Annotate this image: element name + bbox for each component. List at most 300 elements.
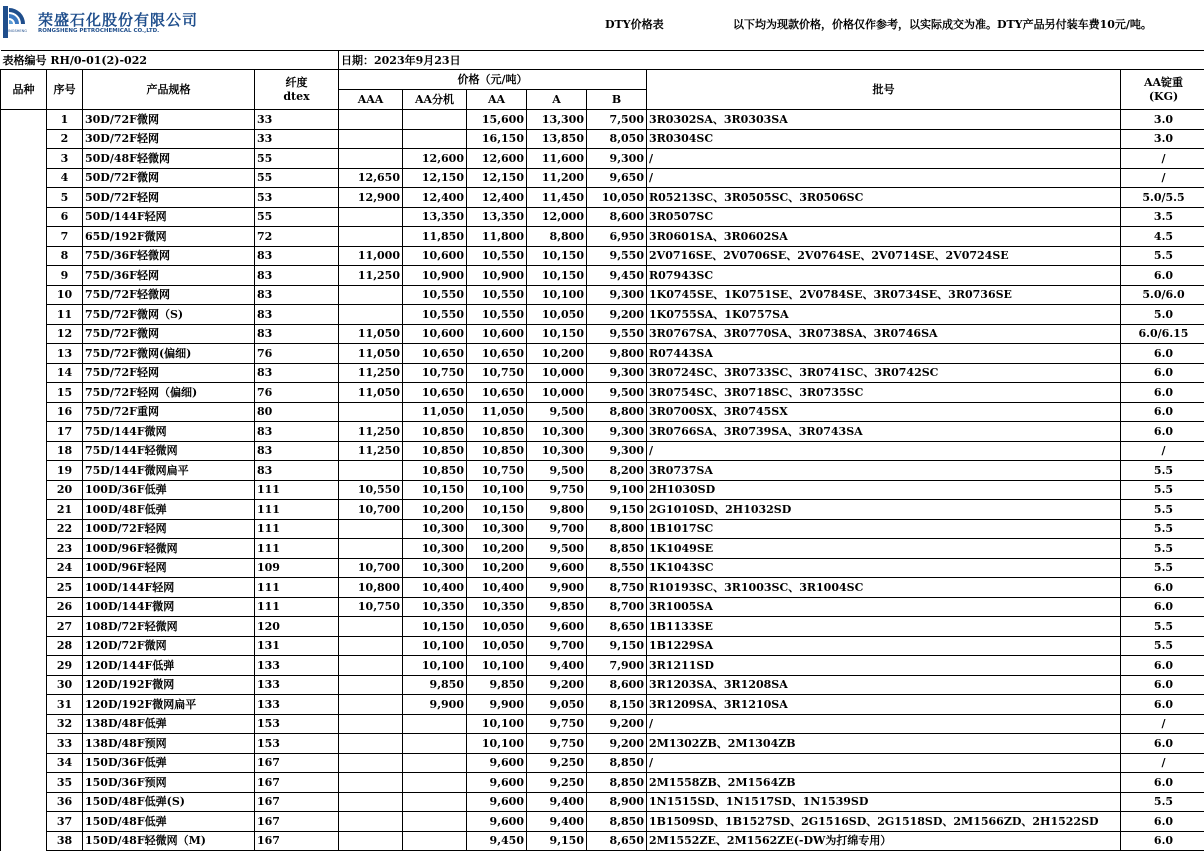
price-aaa-cell	[339, 129, 403, 149]
price-aa-split-cell: 12,400	[403, 188, 467, 208]
batch-cell: /	[647, 168, 1121, 188]
price-a-cell: 13,850	[527, 129, 587, 149]
price-aa-split-cell	[403, 753, 467, 773]
weight-cell: 5.5	[1121, 461, 1204, 481]
price-a-cell: 9,250	[527, 753, 587, 773]
price-aa-split-cell: 10,150	[403, 617, 467, 637]
batch-cell: 3R0507SC	[647, 207, 1121, 227]
price-aa-split-cell	[403, 129, 467, 149]
price-b-cell: 8,700	[587, 597, 647, 617]
weight-cell: 6.0	[1121, 656, 1204, 676]
dtex-cell: 83	[255, 266, 339, 286]
dtex-cell: 167	[255, 753, 339, 773]
company-logo	[0, 4, 199, 38]
table-row	[1, 734, 1204, 754]
col-weight-header	[1121, 70, 1204, 110]
price-aa-split-cell: 11,850	[403, 227, 467, 247]
batch-cell: 1B1133SE	[647, 617, 1121, 637]
weight-cell: 5.5	[1121, 539, 1204, 559]
dtex-cell: 120	[255, 617, 339, 637]
batch-cell: 2M1302ZB、2M1304ZB	[647, 734, 1121, 754]
weight-cell: 5.0/6.0	[1121, 285, 1204, 305]
dtex-cell: 83	[255, 363, 339, 383]
price-aaa-cell	[339, 753, 403, 773]
weight-cell: 5.5	[1121, 617, 1204, 637]
col-spec-header: 产品规格	[83, 70, 255, 110]
batch-cell: 2V0716SE、2V0706SE、2V0764SE、2V0714SE、2V0724SE	[647, 246, 1121, 266]
price-a-cell: 10,000	[527, 383, 587, 403]
price-aa-split-cell: 12,150	[403, 168, 467, 188]
price-aaa-cell	[339, 675, 403, 695]
seq-cell: 18	[47, 441, 83, 461]
table-row	[1, 753, 1204, 773]
table-row	[1, 558, 1204, 578]
seq-cell: 27	[47, 617, 83, 637]
table-row	[1, 617, 1204, 637]
price-aa-cell: 10,550	[467, 305, 527, 325]
dtex-cell: 167	[255, 773, 339, 793]
price-b-cell: 9,150	[587, 636, 647, 656]
price-aaa-cell: 11,250	[339, 363, 403, 383]
price-b-cell: 9,300	[587, 441, 647, 461]
price-note: 以下均为现款价格，价格仅作参考，以实际成交为准。DTY产品另付装车费10元/吨。	[733, 18, 1152, 31]
price-aa-cell: 10,850	[467, 441, 527, 461]
spec-cell: 100D/96F轻网	[83, 558, 255, 578]
batch-cell: /	[647, 149, 1121, 169]
price-a-cell: 9,200	[527, 675, 587, 695]
price-aa-split-cell: 10,100	[403, 656, 467, 676]
weight-cell: 5.5	[1121, 246, 1204, 266]
weight-cell: 3.0	[1121, 129, 1204, 149]
price-aaa-cell	[339, 110, 403, 130]
price-a-cell: 9,700	[527, 519, 587, 539]
table-row	[1, 578, 1204, 598]
price-aa-split-cell	[403, 734, 467, 754]
spec-cell: 150D/48F轻微网（M)	[83, 831, 255, 851]
spec-cell: 75D/72F微网（S)	[83, 305, 255, 325]
price-a-cell: 9,050	[527, 695, 587, 715]
dtex-cell: 53	[255, 188, 339, 208]
weight-cell: 6.0	[1121, 578, 1204, 598]
dtex-cell: 111	[255, 500, 339, 520]
seq-cell: 16	[47, 402, 83, 422]
price-a-cell: 10,200	[527, 344, 587, 364]
spec-cell: 75D/144F轻微网	[83, 441, 255, 461]
price-aa-cell: 12,400	[467, 188, 527, 208]
table-row	[1, 344, 1204, 364]
price-b-cell: 9,300	[587, 149, 647, 169]
seq-cell: 28	[47, 636, 83, 656]
weight-cell: 6.0	[1121, 363, 1204, 383]
header-row-1	[1, 70, 1204, 90]
seq-cell: 13	[47, 344, 83, 364]
spec-cell: 120D/72F微网	[83, 636, 255, 656]
price-aaa-cell	[339, 812, 403, 832]
weight-unit: (KG)	[1148, 89, 1179, 103]
price-aa-split-cell	[403, 812, 467, 832]
dtex-cell: 133	[255, 695, 339, 715]
price-b-cell: 8,800	[587, 402, 647, 422]
weight-cell: 6.0	[1121, 597, 1204, 617]
price-aa-cell: 10,350	[467, 597, 527, 617]
weight-cell: 6.0	[1121, 383, 1204, 403]
dtex-cell: 83	[255, 305, 339, 325]
seq-cell: 21	[47, 500, 83, 520]
price-a-cell: 11,450	[527, 188, 587, 208]
price-b-cell: 9,500	[587, 383, 647, 403]
weight-cell: 5.5	[1121, 792, 1204, 812]
weight-cell: 5.0	[1121, 305, 1204, 325]
form-number: 表格编号 RH/0-01(2)-022	[1, 51, 339, 70]
dtex-cell: 33	[255, 110, 339, 130]
table-row	[1, 480, 1204, 500]
seq-cell: 15	[47, 383, 83, 403]
price-aaa-cell: 11,250	[339, 422, 403, 442]
price-b-cell: 8,850	[587, 773, 647, 793]
price-a-cell: 9,150	[527, 831, 587, 851]
price-b-cell: 9,800	[587, 344, 647, 364]
price-aa-cell: 9,600	[467, 773, 527, 793]
price-aa-cell: 12,150	[467, 168, 527, 188]
spec-cell: 65D/192F微网	[83, 227, 255, 247]
price-aaa-cell	[339, 831, 403, 851]
dtex-cell: 111	[255, 480, 339, 500]
price-aa-cell: 10,900	[467, 266, 527, 286]
price-b-cell: 6,950	[587, 227, 647, 247]
price-a-cell: 9,800	[527, 500, 587, 520]
spec-cell: 138D/48F预网	[83, 734, 255, 754]
seq-cell: 22	[47, 519, 83, 539]
table-row	[1, 402, 1204, 422]
price-a-cell: 9,600	[527, 558, 587, 578]
table-row	[1, 110, 1204, 130]
dtex-cell: 167	[255, 792, 339, 812]
spec-cell: 50D/48F轻微网	[83, 149, 255, 169]
seq-cell: 36	[47, 792, 83, 812]
col-aaa-header: AAA	[339, 90, 403, 110]
price-aa-split-cell: 10,750	[403, 363, 467, 383]
price-aa-split-cell: 10,350	[403, 597, 467, 617]
col-price-group-header: 价格（元/吨）	[339, 70, 647, 90]
weight-cell: 5.5	[1121, 500, 1204, 520]
batch-cell: R10193SC、3R1003SC、3R1004SC	[647, 578, 1121, 598]
price-b-cell: 9,450	[587, 266, 647, 286]
price-a-cell: 9,500	[527, 402, 587, 422]
price-aa-split-cell: 10,650	[403, 383, 467, 403]
price-aaa-cell	[339, 734, 403, 754]
price-b-cell: 8,750	[587, 578, 647, 598]
price-b-cell: 8,600	[587, 207, 647, 227]
price-aaa-cell	[339, 305, 403, 325]
seq-cell: 34	[47, 753, 83, 773]
seq-cell: 7	[47, 227, 83, 247]
col-aa-split-header: AA分机	[403, 90, 467, 110]
price-a-cell: 10,300	[527, 422, 587, 442]
weight-cell: 6.0	[1121, 812, 1204, 832]
dtex-cell: 72	[255, 227, 339, 247]
spec-cell: 75D/144F微网	[83, 422, 255, 442]
price-aa-cell: 10,850	[467, 422, 527, 442]
form-info-row	[1, 51, 1204, 70]
price-aa-cell: 10,150	[467, 500, 527, 520]
price-a-cell: 9,700	[527, 636, 587, 656]
dtex-cell: 153	[255, 714, 339, 734]
price-aa-cell: 11,800	[467, 227, 527, 247]
price-aaa-cell	[339, 207, 403, 227]
dtex-cell: 33	[255, 129, 339, 149]
weight-cell: 5.5	[1121, 558, 1204, 578]
variety-cell	[1, 110, 47, 851]
price-b-cell: 8,650	[587, 617, 647, 637]
price-aaa-cell	[339, 792, 403, 812]
dtex-cell: 83	[255, 246, 339, 266]
price-b-cell: 9,550	[587, 324, 647, 344]
price-a-cell: 9,400	[527, 812, 587, 832]
table-row	[1, 792, 1204, 812]
price-b-cell: 8,850	[587, 812, 647, 832]
price-aaa-cell	[339, 149, 403, 169]
table-row	[1, 285, 1204, 305]
weight-cell: 6.0	[1121, 831, 1204, 851]
batch-cell: 2G1010SD、2H1032SD	[647, 500, 1121, 520]
price-b-cell: 8,050	[587, 129, 647, 149]
weight-cell: 4.5	[1121, 227, 1204, 247]
dtex-cell: 80	[255, 402, 339, 422]
table-row	[1, 500, 1204, 520]
weight-cell: 6.0	[1121, 734, 1204, 754]
seq-cell: 20	[47, 480, 83, 500]
spec-cell: 75D/72F轻网	[83, 363, 255, 383]
spec-cell: 100D/144F微网	[83, 597, 255, 617]
price-aaa-cell: 11,050	[339, 344, 403, 364]
seq-cell: 30	[47, 675, 83, 695]
price-aa-cell: 10,050	[467, 636, 527, 656]
col-denier-header	[255, 70, 339, 110]
price-b-cell: 8,550	[587, 558, 647, 578]
document-date: 日期：2023年9月23日	[339, 51, 1204, 70]
price-aa-cell: 10,200	[467, 539, 527, 559]
price-aaa-cell: 11,250	[339, 266, 403, 286]
table-row	[1, 422, 1204, 442]
dtex-cell: 131	[255, 636, 339, 656]
spec-cell: 100D/72F轻网	[83, 519, 255, 539]
price-aa-split-cell: 10,300	[403, 558, 467, 578]
seq-cell: 10	[47, 285, 83, 305]
seq-cell: 17	[47, 422, 83, 442]
table-row	[1, 539, 1204, 559]
price-aaa-cell: 10,800	[339, 578, 403, 598]
batch-cell: 3R1211SD	[647, 656, 1121, 676]
price-b-cell: 8,850	[587, 539, 647, 559]
seq-cell: 33	[47, 734, 83, 754]
price-aa-split-cell: 10,900	[403, 266, 467, 286]
weight-cell: 5.5	[1121, 480, 1204, 500]
price-b-cell: 9,200	[587, 734, 647, 754]
company-name-en: RONGSHENG PETROCHEMICAL CO.,LTD.	[38, 28, 160, 34]
weight-cell: 6.0	[1121, 344, 1204, 364]
price-b-cell: 8,850	[587, 753, 647, 773]
seq-cell: 3	[47, 149, 83, 169]
dtex-cell: 83	[255, 285, 339, 305]
document-title: DTY价格表	[605, 18, 664, 31]
price-b-cell: 10,050	[587, 188, 647, 208]
batch-cell: 3R1203SA、3R1208SA	[647, 675, 1121, 695]
batch-cell: 1K1049SE	[647, 539, 1121, 559]
denier-unit: dtex	[283, 89, 310, 103]
price-aa-cell: 9,450	[467, 831, 527, 851]
spec-cell: 75D/144F微网扁平	[83, 461, 255, 481]
batch-cell: 3R0302SA、3R0303SA	[647, 110, 1121, 130]
col-a-header: A	[527, 90, 587, 110]
price-aaa-cell	[339, 519, 403, 539]
price-aa-cell: 10,100	[467, 656, 527, 676]
price-aa-cell: 9,850	[467, 675, 527, 695]
weight-cell: /	[1121, 753, 1204, 773]
price-b-cell: 9,550	[587, 246, 647, 266]
price-a-cell: 10,100	[527, 285, 587, 305]
spec-cell: 30D/72F微网	[83, 110, 255, 130]
batch-cell: 3R0724SC、3R0733SC、3R0741SC、3R0742SC	[647, 363, 1121, 383]
price-aaa-cell	[339, 636, 403, 656]
col-aa-header: AA	[467, 90, 527, 110]
spec-cell: 108D/72F轻微网	[83, 617, 255, 637]
dtex-cell: 83	[255, 324, 339, 344]
company-name-cn: 荣盛石化股份有限公司	[38, 11, 199, 29]
weight-cell: 3.5	[1121, 207, 1204, 227]
table-row	[1, 675, 1204, 695]
table-row	[1, 383, 1204, 403]
weight-cell: 6.0/6.15	[1121, 324, 1204, 344]
spec-cell: 75D/72F轻网（偏细)	[83, 383, 255, 403]
batch-cell: 1K0755SA、1K0757SA	[647, 305, 1121, 325]
weight-cell: 6.0	[1121, 773, 1204, 793]
spec-cell: 150D/48F低弹	[83, 812, 255, 832]
seq-cell: 8	[47, 246, 83, 266]
price-b-cell: 8,900	[587, 792, 647, 812]
batch-cell: 2M1558ZB、2M1564ZB	[647, 773, 1121, 793]
table-row	[1, 129, 1204, 149]
seq-cell: 4	[47, 168, 83, 188]
dtex-cell: 111	[255, 578, 339, 598]
price-b-cell: 9,200	[587, 305, 647, 325]
batch-cell: 1B1509SD、1B1527SD、2G1516SD、2G1518SD、2M1566ZD、2H1522SD	[647, 812, 1121, 832]
price-aa-split-cell: 10,600	[403, 246, 467, 266]
price-aa-split-cell: 10,400	[403, 578, 467, 598]
weight-cell: 3.0	[1121, 110, 1204, 130]
weight-label: AA锭重	[1143, 75, 1184, 89]
table-row	[1, 207, 1204, 227]
seq-cell: 24	[47, 558, 83, 578]
spec-cell: 150D/36F预网	[83, 773, 255, 793]
seq-cell: 25	[47, 578, 83, 598]
price-aaa-cell	[339, 695, 403, 715]
price-a-cell: 10,050	[527, 305, 587, 325]
price-aaa-cell: 10,550	[339, 480, 403, 500]
batch-cell: 3R1005SA	[647, 597, 1121, 617]
spec-cell: 120D/192F微网扁平	[83, 695, 255, 715]
batch-cell: /	[647, 714, 1121, 734]
table-row	[1, 246, 1204, 266]
price-a-cell: 9,500	[527, 461, 587, 481]
batch-cell: /	[647, 441, 1121, 461]
price-aaa-cell: 11,250	[339, 441, 403, 461]
weight-cell: /	[1121, 441, 1204, 461]
price-b-cell: 9,300	[587, 422, 647, 442]
batch-cell: 1K1043SC	[647, 558, 1121, 578]
table-row	[1, 519, 1204, 539]
price-aa-split-cell: 13,350	[403, 207, 467, 227]
batch-cell: 3R0766SA、3R0739SA、3R0743SA	[647, 422, 1121, 442]
col-batch-header: 批号	[647, 70, 1121, 110]
table-row	[1, 597, 1204, 617]
batch-cell: 3R0601SA、3R0602SA	[647, 227, 1121, 247]
spec-cell: 100D/96F轻微网	[83, 539, 255, 559]
price-aa-cell: 10,550	[467, 285, 527, 305]
price-aa-cell: 10,750	[467, 461, 527, 481]
price-aa-cell: 9,900	[467, 695, 527, 715]
batch-cell: 3R0767SA、3R0770SA、3R0738SA、3R0746SA	[647, 324, 1121, 344]
seq-cell: 37	[47, 812, 83, 832]
price-aa-split-cell: 10,150	[403, 480, 467, 500]
dtex-cell: 83	[255, 422, 339, 442]
price-aa-split-cell: 10,100	[403, 636, 467, 656]
price-aa-cell: 9,600	[467, 792, 527, 812]
batch-cell: /	[647, 753, 1121, 773]
price-b-cell: 8,650	[587, 831, 647, 851]
seq-cell: 26	[47, 597, 83, 617]
price-aa-split-cell	[403, 714, 467, 734]
seq-cell: 14	[47, 363, 83, 383]
price-a-cell: 9,500	[527, 539, 587, 559]
price-aa-split-cell: 10,650	[403, 344, 467, 364]
dtex-cell: 55	[255, 168, 339, 188]
table-row	[1, 266, 1204, 286]
spec-cell: 150D/36F低弹	[83, 753, 255, 773]
dtex-cell: 111	[255, 539, 339, 559]
price-aa-cell: 10,100	[467, 714, 527, 734]
price-b-cell: 8,600	[587, 675, 647, 695]
seq-cell: 11	[47, 305, 83, 325]
price-a-cell: 9,750	[527, 714, 587, 734]
seq-cell: 6	[47, 207, 83, 227]
batch-cell: R05213SC、3R0505SC、3R0506SC	[647, 188, 1121, 208]
price-a-cell: 10,300	[527, 441, 587, 461]
price-a-cell: 11,600	[527, 149, 587, 169]
price-b-cell: 8,200	[587, 461, 647, 481]
price-a-cell: 11,200	[527, 168, 587, 188]
price-a-cell: 10,150	[527, 246, 587, 266]
dtex-cell: 76	[255, 344, 339, 364]
seq-cell: 38	[47, 831, 83, 851]
price-aa-split-cell: 10,550	[403, 305, 467, 325]
batch-cell: 2H1030SD	[647, 480, 1121, 500]
price-aa-split-cell: 9,850	[403, 675, 467, 695]
price-aa-split-cell: 10,850	[403, 461, 467, 481]
dtex-cell: 153	[255, 734, 339, 754]
price-aa-split-cell: 9,900	[403, 695, 467, 715]
spec-cell: 30D/72F轻网	[83, 129, 255, 149]
batch-cell: 1B1229SA	[647, 636, 1121, 656]
price-aaa-cell: 10,700	[339, 500, 403, 520]
price-aa-cell: 10,100	[467, 734, 527, 754]
batch-cell: R07943SC	[647, 266, 1121, 286]
price-aa-cell: 9,600	[467, 753, 527, 773]
price-aa-split-cell: 10,300	[403, 539, 467, 559]
seq-cell: 1	[47, 110, 83, 130]
weight-cell: 6.0	[1121, 675, 1204, 695]
table-row	[1, 441, 1204, 461]
price-a-cell: 9,400	[527, 656, 587, 676]
